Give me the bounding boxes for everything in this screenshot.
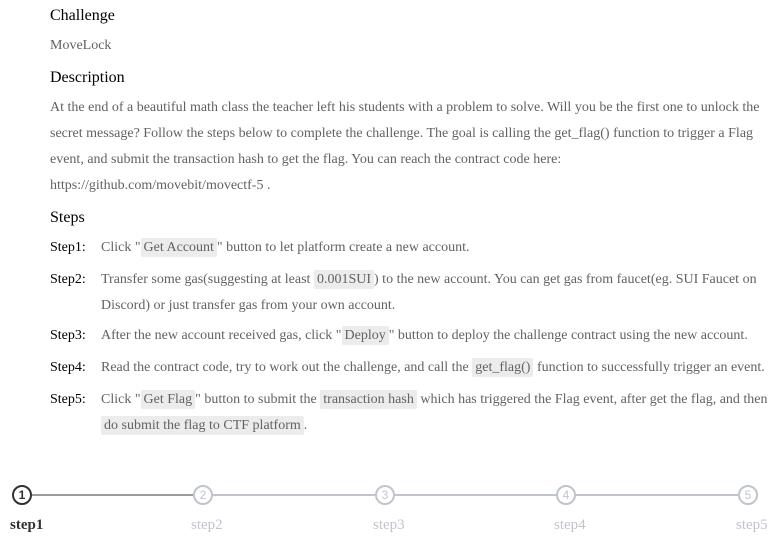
- description-text: [50, 95, 775, 199]
- get-flag-code: Get Flag: [141, 390, 196, 409]
- step-connector-1: [32, 494, 193, 496]
- step1-label: Step1:: [50, 240, 86, 255]
- step-label-4: step4: [554, 517, 586, 533]
- step4-text: Read the contract code, try to work out the challenge, and call the get_flag() function to successfully trigger an event.: [101, 360, 765, 375]
- steps-heading: Steps: [50, 209, 85, 226]
- step5-text: Click " Get Flag " button to submit the transaction hash which has triggered the Flag event, after get the flag, and then do submit the flag to CTF platform .: [101, 392, 768, 433]
- step-circle-2: 2: [193, 485, 213, 505]
- challenge-heading: Challenge: [50, 7, 115, 24]
- step-label-5: step5: [736, 517, 768, 533]
- step-label-2: step2: [191, 517, 223, 533]
- get-flag-fn-code: get_flag(): [472, 358, 533, 377]
- step1-text: Click " Get Account " button to let platform create a new account.: [101, 240, 470, 255]
- get-account-code: Get Account: [141, 238, 217, 257]
- link-suffix: .: [266, 178, 271, 193]
- step-circle-3: 3: [375, 485, 395, 505]
- step-label-3: step3: [373, 517, 405, 533]
- step3-label: Step3:: [50, 328, 86, 343]
- step-connector-3: [395, 494, 556, 496]
- progress-stepper: [0, 480, 783, 537]
- step2-label: Step2:: [50, 272, 86, 287]
- step-circle-5: 5: [738, 485, 758, 505]
- step-circle-1: 1: [12, 485, 32, 505]
- step4-label: Step4:: [50, 360, 86, 375]
- step2-text: Transfer some gas(suggesting at least 0.001SUI ) to the new account. You can get gas from faucet(eg. SUI Faucet on Discord) or just transfer gas from your own account.: [101, 272, 757, 313]
- description-body: At the end of a beautiful math class the teacher left his students with a problem to solve. Will you be the first one to unlock the secret message? Follow the steps below to complete the challenge. The goal is calling the get_flag() function to trigger a Flag event, and submit the transaction hash to get the flag. You can reach the contract code here:: [50, 100, 760, 167]
- step3-text: After the new account received gas, click " Deploy " button to deploy the challenge contract using the new account.: [101, 328, 748, 343]
- contract-link[interactable]: https://github.com/movebit/movectf-5: [50, 178, 264, 193]
- step5-label: Step5:: [50, 392, 86, 407]
- challenge-name: MoveLock: [50, 38, 112, 53]
- min-gas-code: 0.001SUI: [314, 270, 374, 289]
- step-label-1: step1: [10, 517, 44, 533]
- step-circle-4: 4: [556, 485, 576, 505]
- transaction-hash-code: transaction hash: [320, 390, 417, 409]
- deploy-code: Deploy: [342, 326, 389, 345]
- submit-flag-code: do submit the flag to CTF platform: [101, 416, 304, 435]
- description-heading: Description: [50, 69, 125, 86]
- step-connector-2: [213, 494, 375, 496]
- step-connector-4: [576, 494, 738, 496]
